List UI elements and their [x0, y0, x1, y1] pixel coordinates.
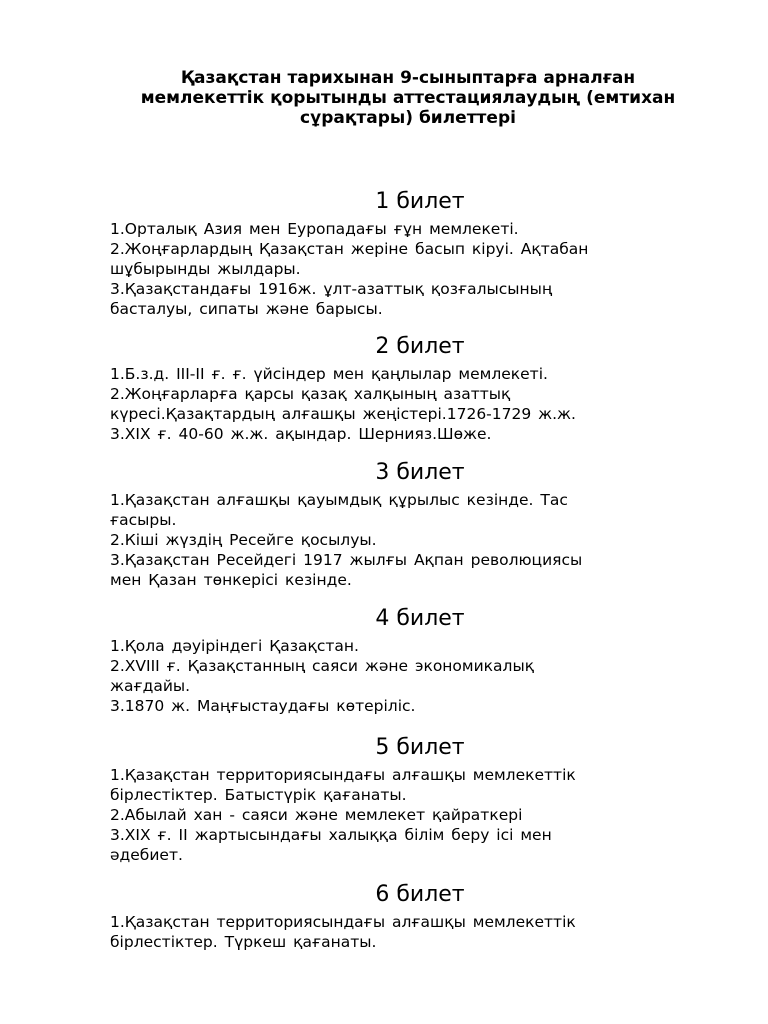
question-line: 3.XIX ғ. 40-60 ж.ж. ақындар. Шернияз.Шөже. [110, 425, 492, 443]
question-line: 1.Қола дәуіріндегі Қазақстан. [110, 637, 359, 655]
question-line: 3.XIX ғ. II жартысындағы халыққа білім беру ісі мен [110, 826, 552, 844]
question-line: 1.Б.з.д. III-II ғ. ғ. үйсіндер мен қаңлылар мемлекеті. [110, 365, 548, 383]
question-line: 1.Қазақстан алғашқы қауымдық құрылыс кезінде. Тас [110, 491, 568, 509]
question-line: 1.Қазақстан территориясындағы алғашқы мемлекеттік [110, 913, 576, 931]
document-title [100, 68, 716, 128]
question-line: 2.XVIII ғ. Қазақстанның саяси және экономикалық [110, 657, 535, 675]
question-line: шұбырынды жылдары. [110, 260, 301, 278]
ticket-questions [110, 765, 730, 865]
ticket-questions [110, 219, 730, 319]
question-line: басталуы, сипаты және барысы. [110, 300, 383, 318]
question-line: күресі.Қазақтардың алғашқы жеңістері.1726-1729 ж.ж. [110, 405, 576, 423]
ticket-5 [110, 735, 730, 865]
question-line: 1.Қазақстан территориясындағы алғашқы мемлекеттік [110, 766, 576, 784]
question-line: бірлестіктер. Батыстүрік қағанаты. [110, 786, 407, 804]
ticket-questions [110, 364, 730, 444]
question-line: 3.1870 ж. Маңғыстаудағы көтеріліс. [110, 697, 416, 715]
title-line: Қазақстан тарихынан 9-сыныптарға арналған [180, 68, 636, 88]
ticket-4 [110, 606, 730, 716]
question-line: 2.Кіші жүздің Ресейге қосылуы. [110, 531, 377, 549]
ticket-questions [110, 490, 730, 590]
title-line: сұрақтары) билеттері [300, 108, 516, 128]
ticket-1 [110, 189, 730, 319]
ticket-heading: 5 билет [375, 735, 465, 760]
ticket-heading: 2 билет [375, 334, 465, 359]
title-line: мемлекеттік қорытынды аттестациялаудың (емтихан [140, 88, 676, 108]
ticket-heading: 1 билет [375, 189, 465, 214]
ticket-3 [110, 460, 730, 590]
question-line: бірлестіктер. Түркеш қағанаты. [110, 933, 377, 951]
ticket-questions [110, 912, 730, 952]
question-line: 3.Қазақстандағы 1916ж. ұлт-азаттық қозғалысының [110, 280, 553, 298]
question-line: 2.Жоңғарларға қарсы қазақ халқының азаттық [110, 385, 511, 403]
ticket-heading: 4 билет [375, 606, 465, 631]
ticket-6 [110, 882, 730, 952]
question-line: әдебиет. [110, 846, 183, 864]
ticket-questions [110, 636, 730, 716]
question-line: 2.Абылай хан - саяси және мемлекет қайраткері [110, 806, 523, 824]
question-line: 2.Жоңғарлардың Қазақстан жеріне басып кіруі. Ақтабан [110, 240, 589, 258]
question-line: 1.Орталық Азия мен Еуропадағы ғұн мемлекеті. [110, 220, 519, 238]
question-line: ғасыры. [110, 511, 177, 529]
ticket-heading: 3 билет [375, 460, 465, 485]
question-line: 3.Қазақстан Ресейдегі 1917 жылғы Ақпан революциясы [110, 551, 583, 569]
question-line: жағдайы. [110, 677, 191, 695]
ticket-heading: 6 билет [375, 882, 465, 907]
question-line: мен Қазан төнкерісі кезінде. [110, 571, 352, 589]
ticket-2 [110, 334, 730, 444]
